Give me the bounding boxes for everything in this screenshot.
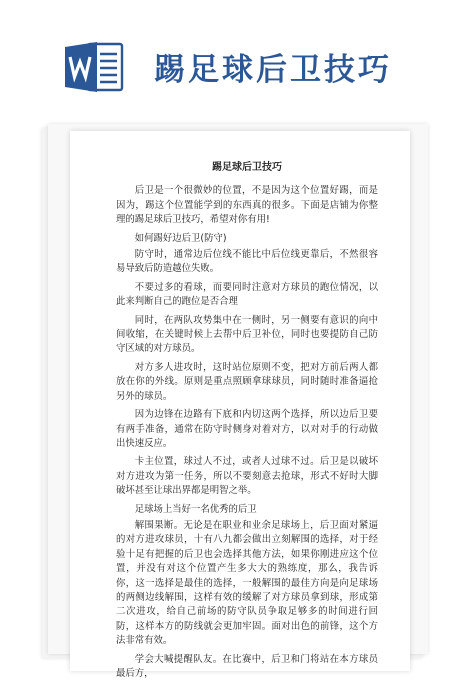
paragraph: 卡主位置，球过人不过，或者人过球不过。后卫是以破坏对方进攻为第一任务，所以不要刻意去抢球，形式不好时大脚破坏甚至让球出界都是明智之举。 [116, 456, 378, 497]
paragraph: 不要过多的看球，而要同时注意对方球员的跑位情况，以此来判断自己的跑位是否合理 [116, 281, 378, 308]
header-banner [0, 0, 474, 120]
paragraph: 学会大喊提醒队友。在比赛中，后卫和门将站在本方球员最后方， [116, 653, 378, 679]
paragraph: 解围果断。无论是在职业和业余足球场上，后卫面对紧逼的对方进攻球员，十有八九都会做出立刻解围的选择，对于经验十足有把握的后卫也会选择其他方法，如果你刚进应这个位置，并没有对这个位置产生多大大的熟练度，那么，我告诉你，这一选择是最佳的选择，一般解围的最佳方向是向足球场的两侧边线解围，这样有效的缓解了对方球员拿到球，形成第二次进攻，给自己前场的防守队员争取足够多的时间进行回防，这样本方的防线就会更加牢固。面对出色的前锋，这个方法非常有效。 [116, 519, 378, 647]
paragraph: 防守时，通常边后位线不能比中后位线更靠后，不然很容易导致后防造越位失败。 [116, 249, 378, 275]
document-title: 踢足球后卫技巧 [212, 162, 282, 173]
paragraph: 对方多人进攻时，这时站位原则不变，把对方前后两人都放在你的外线。原则是重点照顾拿球球员，同时随时准备逼抢另外的球员。 [116, 361, 378, 402]
header-title: 踢足球后卫技巧 [154, 52, 392, 88]
paragraph-subheading: 足球场上当好一名优秀的后卫 [134, 503, 257, 515]
paragraph: 因为边锋在边路有下底和内切这两个选择，所以边后卫要有两手准备，通常在防守时侧身对着对方，以对对手的行动做出快速反应。 [116, 409, 378, 449]
word-document-icon [64, 40, 124, 94]
paragraph: 后卫是一个很微妙的位置，不是因为这个位置好踢，而是因为，踢这个位置能学到的东西真的很多。下面是店铺为你整理的踢足球后卫技巧，希望对你有用! [116, 185, 378, 226]
document-body [116, 161, 378, 685]
paragraph-subheading: 如何踢好边后卫(防守) [134, 232, 227, 244]
paragraph: 同时，在两队攻势集中在一侧时，另一侧要有意识的向中间收缩，在关键时候上去帮中后卫补位，同时也要提防自己防守区域的对方球员。 [116, 314, 378, 355]
